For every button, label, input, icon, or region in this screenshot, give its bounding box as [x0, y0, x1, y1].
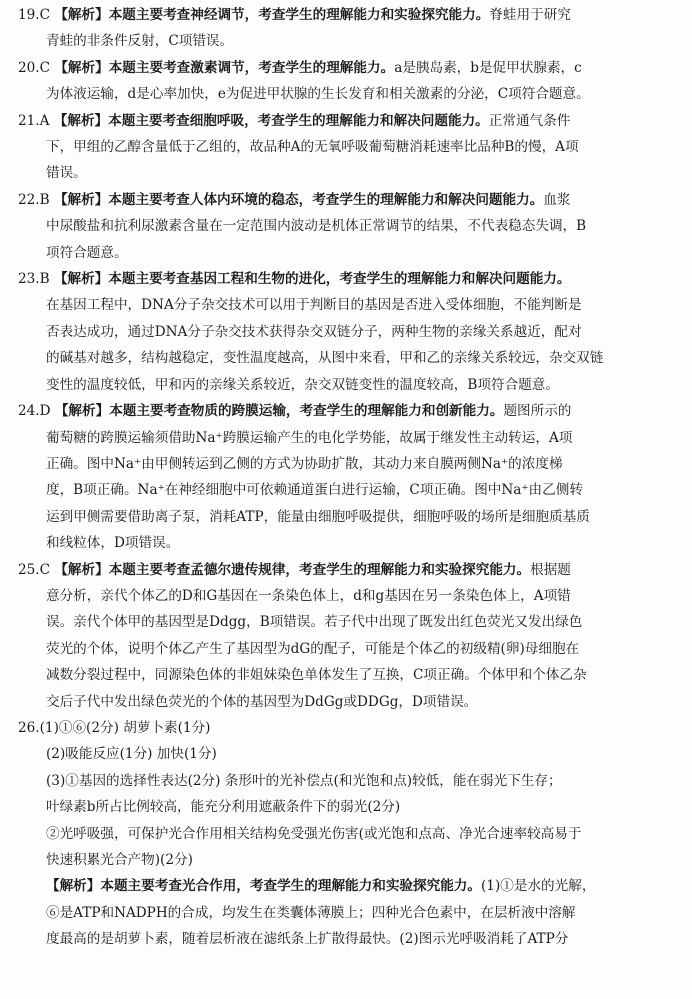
- text-body: [18, 2, 682, 953]
- text-line: 交后子代中发出绿色荧光的个体的基因型为DdGg或DDGg，D项错误。: [46, 693, 478, 710]
- text-line: 葡萄糖的跨膜运输须借助Na⁺跨膜运输产生的电化学势能，故属于继发性主动转运，A项: [46, 429, 573, 446]
- text-line: 为体液运输，d是心率加快，e为促进甲状腺的生长发育和相关激素的分泌，C项符合题意。: [46, 86, 590, 103]
- text-line: 项符合题意。: [46, 244, 128, 261]
- text-line: 【解析】本题主要考查光合作用，考查学生的理解能力和实验探究能力。(1)①是水的光解，: [46, 878, 596, 895]
- text-line: 度，B项正确。Na⁺在神经细胞中可依赖通道蛋白进行运输，C项正确。图中Na⁺由乙侧转: [46, 482, 583, 499]
- text-line: 荧光的个体，说明个体乙产生了基因型为dG的配子，可能是个体乙的初级精(卵)母细胞在: [46, 640, 580, 657]
- text-line: 快速积累光合产物)(2分): [46, 852, 193, 868]
- text-line: 在基因工程中，DNA分子杂交技术可以用于判断目的基因是否进入受体细胞，不能判断是: [46, 297, 582, 314]
- text-line: 度最高的是胡萝卜素，随着层析液在滤纸条上扩散得最快。(2)图示光呼吸消耗了ATP分: [46, 931, 569, 948]
- text-line: 减数分裂过程中，同源染色体的非姐妹染色单体发生了互换，C项正确。个体甲和个体乙杂: [46, 667, 587, 684]
- text-line: 中尿酸盐和抗利尿激素含量在一定范围内波动是机体正常调节的结果，不代表稳态失调，B: [46, 218, 587, 235]
- text-line: 运到甲侧需要借助离子泵，消耗ATP，能量由细胞呼吸提供，细胞呼吸的场所是细胞质基质: [46, 508, 590, 525]
- text-line: 错误。: [46, 165, 87, 182]
- text-line: 22.B 【解析】本题主要考查人体内环境的稳态，考查学生的理解能力和解决问题能力。血浆: [18, 191, 571, 208]
- text-line: 20.C 【解析】本题主要考查激素调节，考查学生的理解能力。a是胰岛素，b是促甲状腺素，c: [18, 59, 582, 76]
- text-line: 21.A 【解析】本题主要考查细胞呼吸，考查学生的理解能力和解决问题能力。正常通气条件: [18, 112, 571, 129]
- text-line: 23.B 【解析】本题主要考查基因工程和生物的进化，考查学生的理解能力和解决问题能力。: [18, 271, 571, 288]
- text-line: (2)吸能反应(1分) 加快(1分): [46, 746, 217, 763]
- text-line: 青蛙的非条件反射，C项错误。: [46, 33, 234, 50]
- text-line: 和线粒体，D项错误。: [46, 535, 180, 552]
- text-line: (3)①基因的选择性表达(2分) 条形叶的光补偿点(和光饱和点)较低，能在弱光下生存；: [46, 772, 562, 789]
- text-line: 26.(1)①⑥(2分) 胡萝卜素(1分): [18, 719, 211, 736]
- text-line: 下，甲组的乙醇含量低于乙组的，故品种A的无氧呼吸葡萄糖消耗速率比品种B的慢，A项: [46, 139, 579, 156]
- text-line: 25.C 【解析】本题主要考查孟德尔遗传规律，考查学生的理解能力和实验探究能力。根据题: [18, 561, 571, 578]
- text-line: 的碱基对越多，结构越稳定，变性温度越高，从图中来看，甲和乙的亲缘关系较远，杂交双链: [46, 350, 604, 367]
- text-line: 正确。图中Na⁺由甲侧转运到乙侧的方式为协助扩散，其动力来自膜两侧Na⁺的浓度梯: [46, 455, 563, 472]
- text-line: ⑥是ATP和NADPH的合成，均发生在类囊体薄膜上；四种光合色素中，在层析液中溶解: [46, 904, 576, 921]
- text-line: 误。亲代个体甲的基因型是Ddgg，B项错误。若子代中出现了既发出红色荧光又发出绿色: [46, 614, 583, 631]
- text-line: 意分析，亲代个体乙的D和G基因在一条染色体上，d和g基因在另一条染色体上，A项错: [46, 587, 571, 604]
- text-line: ②光呼吸强，可保护光合作用相关结构免受强光伤害(或光饱和点高、净光合速率较高易于: [46, 825, 582, 842]
- text-line: 24.D 【解析】本题主要考查物质的跨膜运输，考查学生的理解能力和创新能力。题图所示的: [18, 403, 572, 420]
- text-line: 变性的温度较低，甲和丙的亲缘关系较近，杂交双链变性的温度较高，B项符合题意。: [46, 376, 559, 393]
- text-line: 19.C 【解析】本题主要考查神经调节，考查学生的理解能力和实验探究能力。脊蛙用于研究: [18, 7, 571, 23]
- text-line: 叶绿素b所占比例较高，能充分利用遮蔽条件下的弱光(2分): [46, 799, 401, 816]
- text-line: 否表达成功，通过DNA分子杂交技术获得杂交双链分子，两种生物的亲缘关系越近，配对: [46, 323, 582, 340]
